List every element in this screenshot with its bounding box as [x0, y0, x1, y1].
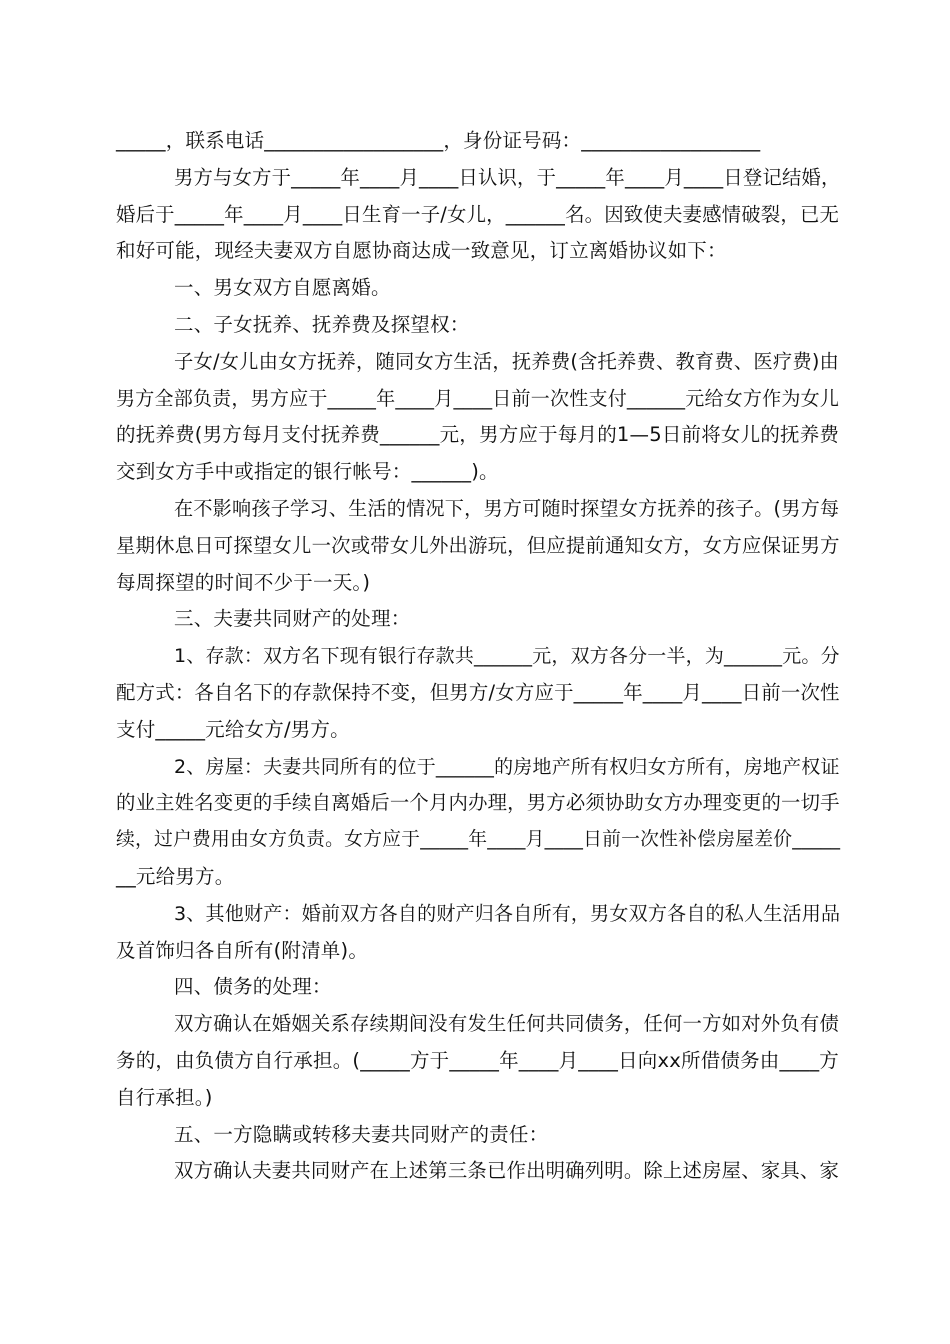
text-line: 三、夫妻共同财产的处理： — [174, 607, 411, 631]
text-line: 男方全部负责，男方应于_____年____月____日前一次性支付______元给女方作为女儿 — [116, 387, 840, 410]
agreement-body — [116, 123, 840, 1190]
text-line: 五、一方隐瞒或转移夫妻共同财产的责任： — [174, 1122, 549, 1146]
text-line: 和好可能，现经夫妻双方自愿协商达成一致意见，订立离婚协议如下： — [116, 239, 727, 263]
text-line: 及首饰归各自所有(附清单)。 — [116, 938, 369, 962]
text-line: 交到女方手中或指定的银行帐号：______)。 — [116, 460, 499, 484]
text-line: 双方确认夫妻共同财产在上述第三条已作出明确列明。除上述房屋、家具、家 — [174, 1159, 840, 1183]
text-line: 四、债务的处理： — [174, 975, 332, 999]
text-line: 续，过户费用由女方负责。女方应于_____年____月____日前一次性补偿房屋差价_____ — [116, 829, 841, 851]
text-line: 双方确认在婚姻关系存续期间没有发生任何共同债务，任何一方如对外负有债 — [174, 1012, 840, 1036]
text-line: 支付_____元给女方/男方。 — [116, 717, 350, 741]
text-line: 二、子女抚养、抚养费及探望权： — [174, 312, 470, 336]
text-line: 自行承担。) — [116, 1085, 213, 1109]
text-line: 星期休息日可探望女儿一次或带女儿外出游玩，但应提前通知女方，女方应保证男方 — [116, 533, 840, 557]
text-line: 在不影响孩子学习、生活的情况下，男方可随时探望女方抚养的孩子。(男方每 — [174, 496, 840, 520]
text-line: 子女/女儿由女方抚养，随同女方生活，抚养费(含托养费、教育费、医疗费)由 — [174, 349, 840, 373]
text-line: 2、房屋：夫妻共同所有的位于______的房地产所有权归女方所有，房地产权证 — [174, 755, 840, 778]
text-line: 1、存款：双方名下现有银行存款共______元，双方各分一半，为______元。分 — [174, 645, 840, 668]
text-line: _____，联系电话__________________，身份证号码：__________________ — [116, 129, 761, 152]
text-line: 3、其他财产：婚前双方各自的财产归各自所有，男女双方各自的私人生活用品 — [174, 902, 841, 925]
text-line: 配方式：各自名下的存款保持不变，但男方/女方应于_____年____月____日前一次性 — [116, 680, 840, 704]
text-line: 每周探望的时间不少于一天。) — [116, 570, 371, 594]
text-line: 务的，由负债方自行承担。(_____方于_____年____月____日向xx所借债务由____方 — [116, 1048, 839, 1072]
text-line: 的业主姓名变更的手续自离婚后一个月内办理，男方必须协助女方办理变更的一切手 — [116, 791, 840, 815]
text-line: 的抚养费(男方每月支付抚养费______元，男方应于每月的1—5日前将女儿的抚养费 — [116, 423, 840, 447]
text-line: 一、男女双方自愿离婚。 — [174, 276, 391, 300]
text-line: 男方与女方于_____年____月____日认识，于_____年____月____日登记结婚， — [174, 165, 841, 189]
text-line: 婚后于_____年____月____日生育一子/女儿，______名。因致使夫妻感情破裂，已无 — [116, 202, 840, 226]
text-line: __元给男方。 — [116, 864, 235, 888]
